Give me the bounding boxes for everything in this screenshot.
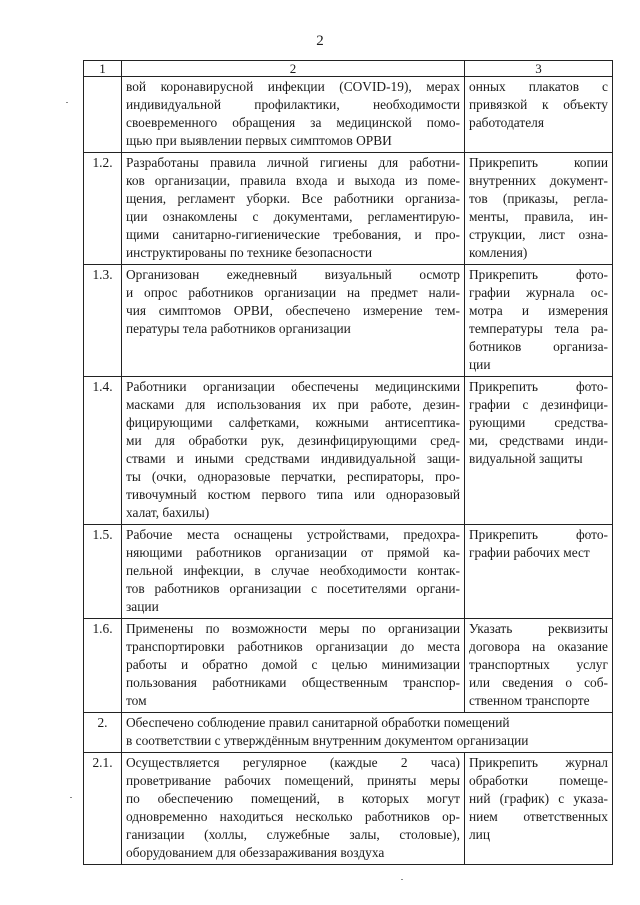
measure-description — [122, 619, 465, 713]
measure-description — [122, 525, 465, 619]
measures-table — [83, 60, 613, 865]
scan-mark — [401, 879, 403, 880]
scan-mark — [70, 797, 72, 798]
description-line: и опрос работников организации на предмет нали- — [126, 285, 460, 300]
description-line: индивидуальной профилактики, необходимости — [126, 97, 460, 112]
action-line: графии журнала ос- — [469, 285, 608, 300]
table-row — [84, 753, 613, 865]
action-line: видуальной защиты — [469, 451, 583, 466]
description-line: транспортировки работников организации до места — [126, 639, 460, 654]
action-line: лиц — [469, 827, 491, 842]
description-line: ции ознакомлены с документами, регламентирую- — [126, 209, 460, 224]
description-line: в соответствии с утверждённым внутренним документом организации — [126, 733, 529, 748]
action-line: мотра и измерения — [469, 303, 608, 318]
action-line: графии с дезинфици- — [469, 397, 608, 412]
scan-mark — [66, 102, 68, 103]
required-action — [465, 77, 613, 153]
description-line: ми для обработки рук, дезинфицирующими сред- — [126, 433, 460, 448]
description-line: своевременного обращения за медицинской помо- — [126, 115, 460, 130]
table-header-row — [84, 61, 613, 77]
action-line: комления) — [469, 245, 528, 260]
required-action — [465, 619, 613, 713]
row-number: 1.4. — [84, 377, 122, 525]
action-line: ции — [469, 357, 491, 372]
action-line: графии рабочих мест — [469, 545, 590, 560]
table-row — [84, 619, 613, 713]
required-action — [465, 265, 613, 377]
description-line: Работники организации обеспечены медицинскими — [126, 379, 460, 394]
description-line: пельной инфекции, в случае необходимости контак- — [126, 563, 460, 578]
required-action — [465, 377, 613, 525]
description-line: инструктированы по технике безопасности — [126, 245, 373, 260]
description-line: ты (очки, одноразовые перчатки, респираторы, про- — [126, 469, 460, 484]
action-line: струкции, лист озна- — [469, 227, 608, 242]
description-line: пользования работниками общественным транспор- — [126, 675, 460, 690]
description-line: щими санитарно-гигиенические требования, и про- — [126, 227, 460, 242]
description-line: Осуществляется регулярное (каждые 2 часа) — [126, 755, 460, 770]
required-action — [465, 753, 613, 865]
row-number — [84, 77, 122, 153]
description-line: тивочумный костюм первого типа или одноразовый — [126, 487, 460, 502]
action-line: онных плакатов с — [469, 79, 608, 94]
description-line: Применены по возможности меры по организации — [126, 621, 460, 636]
description-line: пературы тела работников организации — [126, 321, 351, 336]
action-line: работодателя — [469, 115, 545, 130]
action-line: ботников организа- — [469, 339, 608, 354]
action-line: транспортных услуг — [469, 657, 608, 672]
measure-description — [122, 753, 465, 865]
description-line: по обеспечению помещений, в которых могут — [126, 791, 460, 806]
row-number: 2. — [84, 713, 122, 753]
action-line: температуры тела ра- — [469, 321, 608, 336]
action-line: ственном транспорте — [469, 693, 590, 708]
table-row — [84, 377, 613, 525]
table-row — [84, 713, 613, 753]
table-row — [84, 525, 613, 619]
description-line: ков организации, правила входа и выхода из поме- — [126, 173, 460, 188]
required-action — [465, 525, 613, 619]
table-row — [84, 153, 613, 265]
action-line: Прикрепить фото- — [469, 527, 608, 542]
action-line: внутренних документ- — [469, 173, 608, 188]
measure-description — [122, 77, 465, 153]
description-line: ганизации (холлы, служебные залы, столовые), — [126, 827, 460, 842]
description-line: зации — [126, 599, 159, 614]
action-line: Прикрепить фото- — [469, 267, 608, 282]
description-line: масками для использования их при работе, дезин- — [126, 397, 460, 412]
row-number: 1.2. — [84, 153, 122, 265]
description-line: Организован ежедневный визуальный осмотр — [126, 267, 460, 282]
description-line: работы и обратно домой с целью минимизации — [126, 657, 460, 672]
description-line: щью при выявлении первых симптомов ОРВИ — [126, 133, 392, 148]
description-line: Разработаны правила личной гигиены для работни- — [126, 155, 460, 170]
action-line: рующими средства- — [469, 415, 608, 430]
description-line: чия симптомов ОРВИ, обеспечено измерение тем- — [126, 303, 460, 318]
row-number: 1.5. — [84, 525, 122, 619]
description-line: Обеспечено соблюдение правил санитарной обработки помещений — [126, 715, 510, 730]
action-line: Прикрепить журнал — [469, 755, 608, 770]
action-line: или сведения о соб- — [469, 675, 608, 690]
measure-description — [122, 713, 613, 753]
description-line: вой коронавирусной инфекции (COVID-19), мерах — [126, 79, 460, 94]
description-line: Рабочие места оснащены устройствами, предохра- — [126, 527, 460, 542]
action-line: договора на оказание — [469, 639, 608, 654]
description-line: тов работников организации с посетителями органи- — [126, 581, 460, 596]
action-line: привязкой к объекту — [469, 97, 608, 112]
action-line: менты, правила, ин- — [469, 209, 608, 224]
description-line: одновременно находиться несколько работников ор- — [126, 809, 460, 824]
measure-description — [122, 265, 465, 377]
action-line: Указать реквизиты — [469, 621, 608, 636]
action-line: ний (график) с указа- — [469, 791, 608, 806]
description-line: том — [126, 693, 147, 708]
table-row — [84, 77, 613, 153]
header-cell-num: 1 — [84, 61, 122, 77]
action-line: обработки помеще- — [469, 773, 608, 788]
header-cell-desc: 2 — [122, 61, 465, 77]
table-row — [84, 265, 613, 377]
description-line: проветривание рабочих помещений, приняты меры — [126, 773, 460, 788]
required-action — [465, 153, 613, 265]
action-line: Прикрепить фото- — [469, 379, 608, 394]
page-number: 2 — [316, 33, 324, 49]
action-line: тов (приказы, регла- — [469, 191, 608, 206]
description-line: щения, регламент уборки. Все работники организа- — [126, 191, 460, 206]
header-cell-action: 3 — [465, 61, 613, 77]
action-line: ми, средствами инди- — [469, 433, 608, 448]
description-line: оборудованием для обеззараживания воздуха — [126, 845, 385, 860]
measure-description — [122, 377, 465, 525]
description-line: халат, бахилы) — [126, 505, 210, 520]
description-line: фицирующими салфетками, кожными антисептика- — [126, 415, 460, 430]
description-line: ствами и иными средствами индивидуальной защи- — [126, 451, 460, 466]
row-number: 1.6. — [84, 619, 122, 713]
action-line: нием ответственных — [469, 809, 608, 824]
action-line: Прикрепить копии — [469, 155, 608, 170]
measure-description — [122, 153, 465, 265]
description-line: няющими работников организации от прямой ка- — [126, 545, 460, 560]
row-number: 1.3. — [84, 265, 122, 377]
row-number: 2.1. — [84, 753, 122, 865]
